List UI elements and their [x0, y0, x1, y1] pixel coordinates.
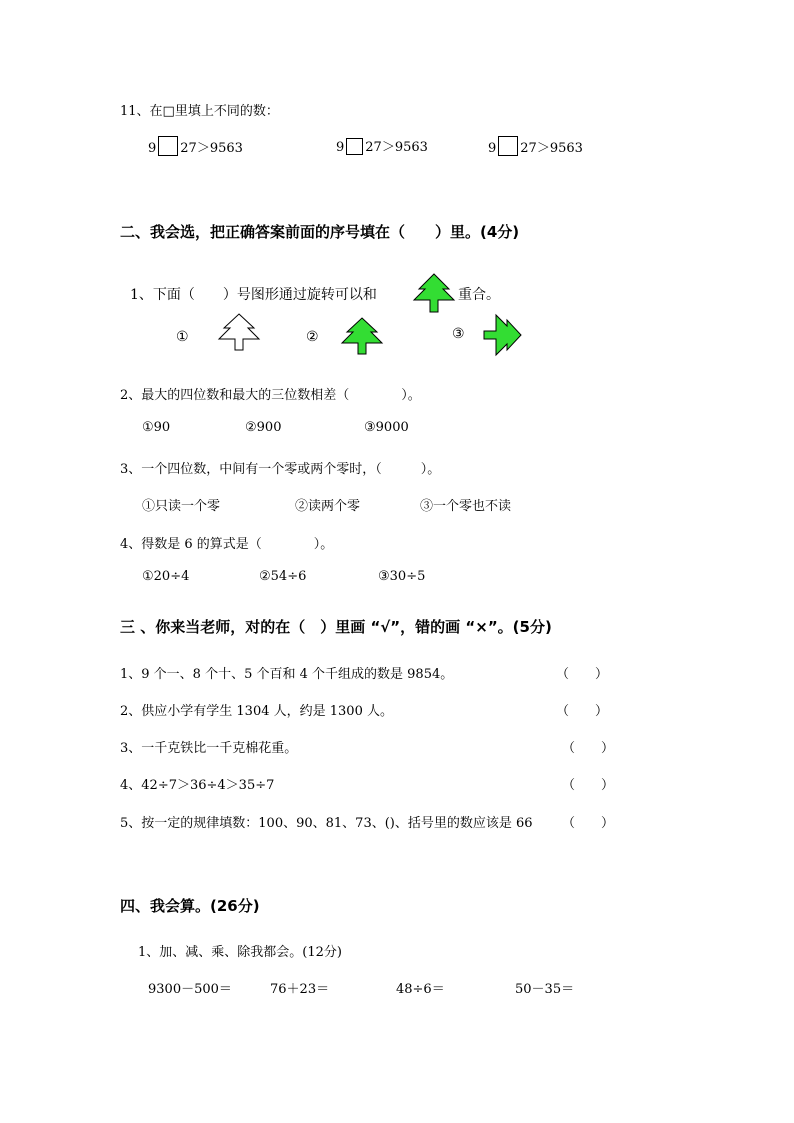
s3-item-5-text: 5、按一定的规律填数：100、90、81、73、()、括号里的数应该是 66: [120, 816, 533, 831]
q11-item-3: 9 27＞9563: [488, 136, 583, 156]
s2-q4-option-1[interactable]: ①20÷4: [142, 569, 190, 584]
s2-q3-option-3[interactable]: ③一个零也不读: [420, 499, 512, 514]
section-4-heading: 四、我会算。(26分): [120, 897, 260, 915]
s2-q1-text-after: 重合。: [458, 287, 500, 303]
s2-q3-option-2[interactable]: ②读两个零: [295, 499, 361, 514]
s4-expr-1: 9300－500＝: [148, 982, 232, 997]
s2-q2-option-2[interactable]: ②900: [245, 420, 282, 435]
s3-item-4-answer[interactable]: （ ）: [562, 778, 615, 793]
s3-item-3-text: 3、一千克铁比一千克棉花重。: [120, 741, 298, 756]
s2-q2-option-3[interactable]: ③9000: [364, 420, 409, 435]
s4-expr-3: 48÷6＝: [396, 982, 445, 997]
s3-item-4-text: 4、42÷7＞36÷4＞35÷7: [120, 778, 275, 793]
section-3-heading: 三 、你来当老师，对的在（ ）里画 “√”，错的画 “×”。(5分): [120, 618, 552, 636]
s2-q2-text: 2、最大的四位数和最大的三位数相差（ ）。: [120, 388, 421, 403]
q11-answer-box[interactable]: [346, 138, 363, 155]
s3-item-5-answer[interactable]: （ ）: [562, 816, 615, 831]
s4-expr-2: 76＋23＝: [270, 982, 330, 997]
s3-item-2-answer[interactable]: （ ）: [556, 704, 609, 719]
s2-q3-option-1[interactable]: ①只读一个零: [142, 499, 221, 514]
option-label-1: ①: [176, 329, 189, 345]
option-label-3: ③: [452, 326, 465, 342]
tree-outline-icon[interactable]: [216, 312, 262, 352]
s2-q4-option-2[interactable]: ②54÷6: [259, 569, 307, 584]
section-2-heading: 二、我会选，把正确答案前面的序号填在（ ）里。(4分): [120, 223, 520, 241]
q11-item-1: 9 27＞9563: [148, 136, 243, 156]
s4-sub1-title: 1、加、减、乘、除我都会。(12分): [138, 945, 342, 960]
q11-title: 11、在□里填上不同的数：: [120, 104, 279, 119]
tree-rotated-icon[interactable]: [481, 312, 523, 358]
q11-answer-box[interactable]: [498, 136, 518, 156]
s2-q4-text: 4、得数是 6 的算式是（ ）。: [120, 537, 334, 552]
q11-answer-box[interactable]: [158, 136, 178, 156]
option-label-2: ②: [306, 329, 319, 345]
s2-q4-option-3[interactable]: ③30÷5: [378, 569, 426, 584]
s3-item-3-answer[interactable]: （ ）: [562, 741, 615, 756]
s2-q2-option-1[interactable]: ①90: [142, 420, 171, 435]
s4-expr-4: 50－35＝: [515, 982, 575, 997]
s3-item-1-answer[interactable]: （ ）: [556, 667, 609, 682]
tree-upright-icon[interactable]: [339, 316, 385, 356]
s3-item-2-text: 2、供应小学有学生 1304 人，约是 1300 人。: [120, 704, 393, 719]
s2-q3-text: 3、一个四位数，中间有一个零或两个零时，（ ）。: [120, 462, 441, 477]
tree-reference-icon: [412, 272, 456, 314]
s2-q1-text-before: 1、下面（ ）号图形通过旋转可以和: [130, 287, 377, 303]
q11-item-2: 9 27＞9563: [336, 140, 428, 155]
s3-item-1-text: 1、9 个一、8 个十、5 个百和 4 个千组成的数是 9854。: [120, 667, 454, 682]
